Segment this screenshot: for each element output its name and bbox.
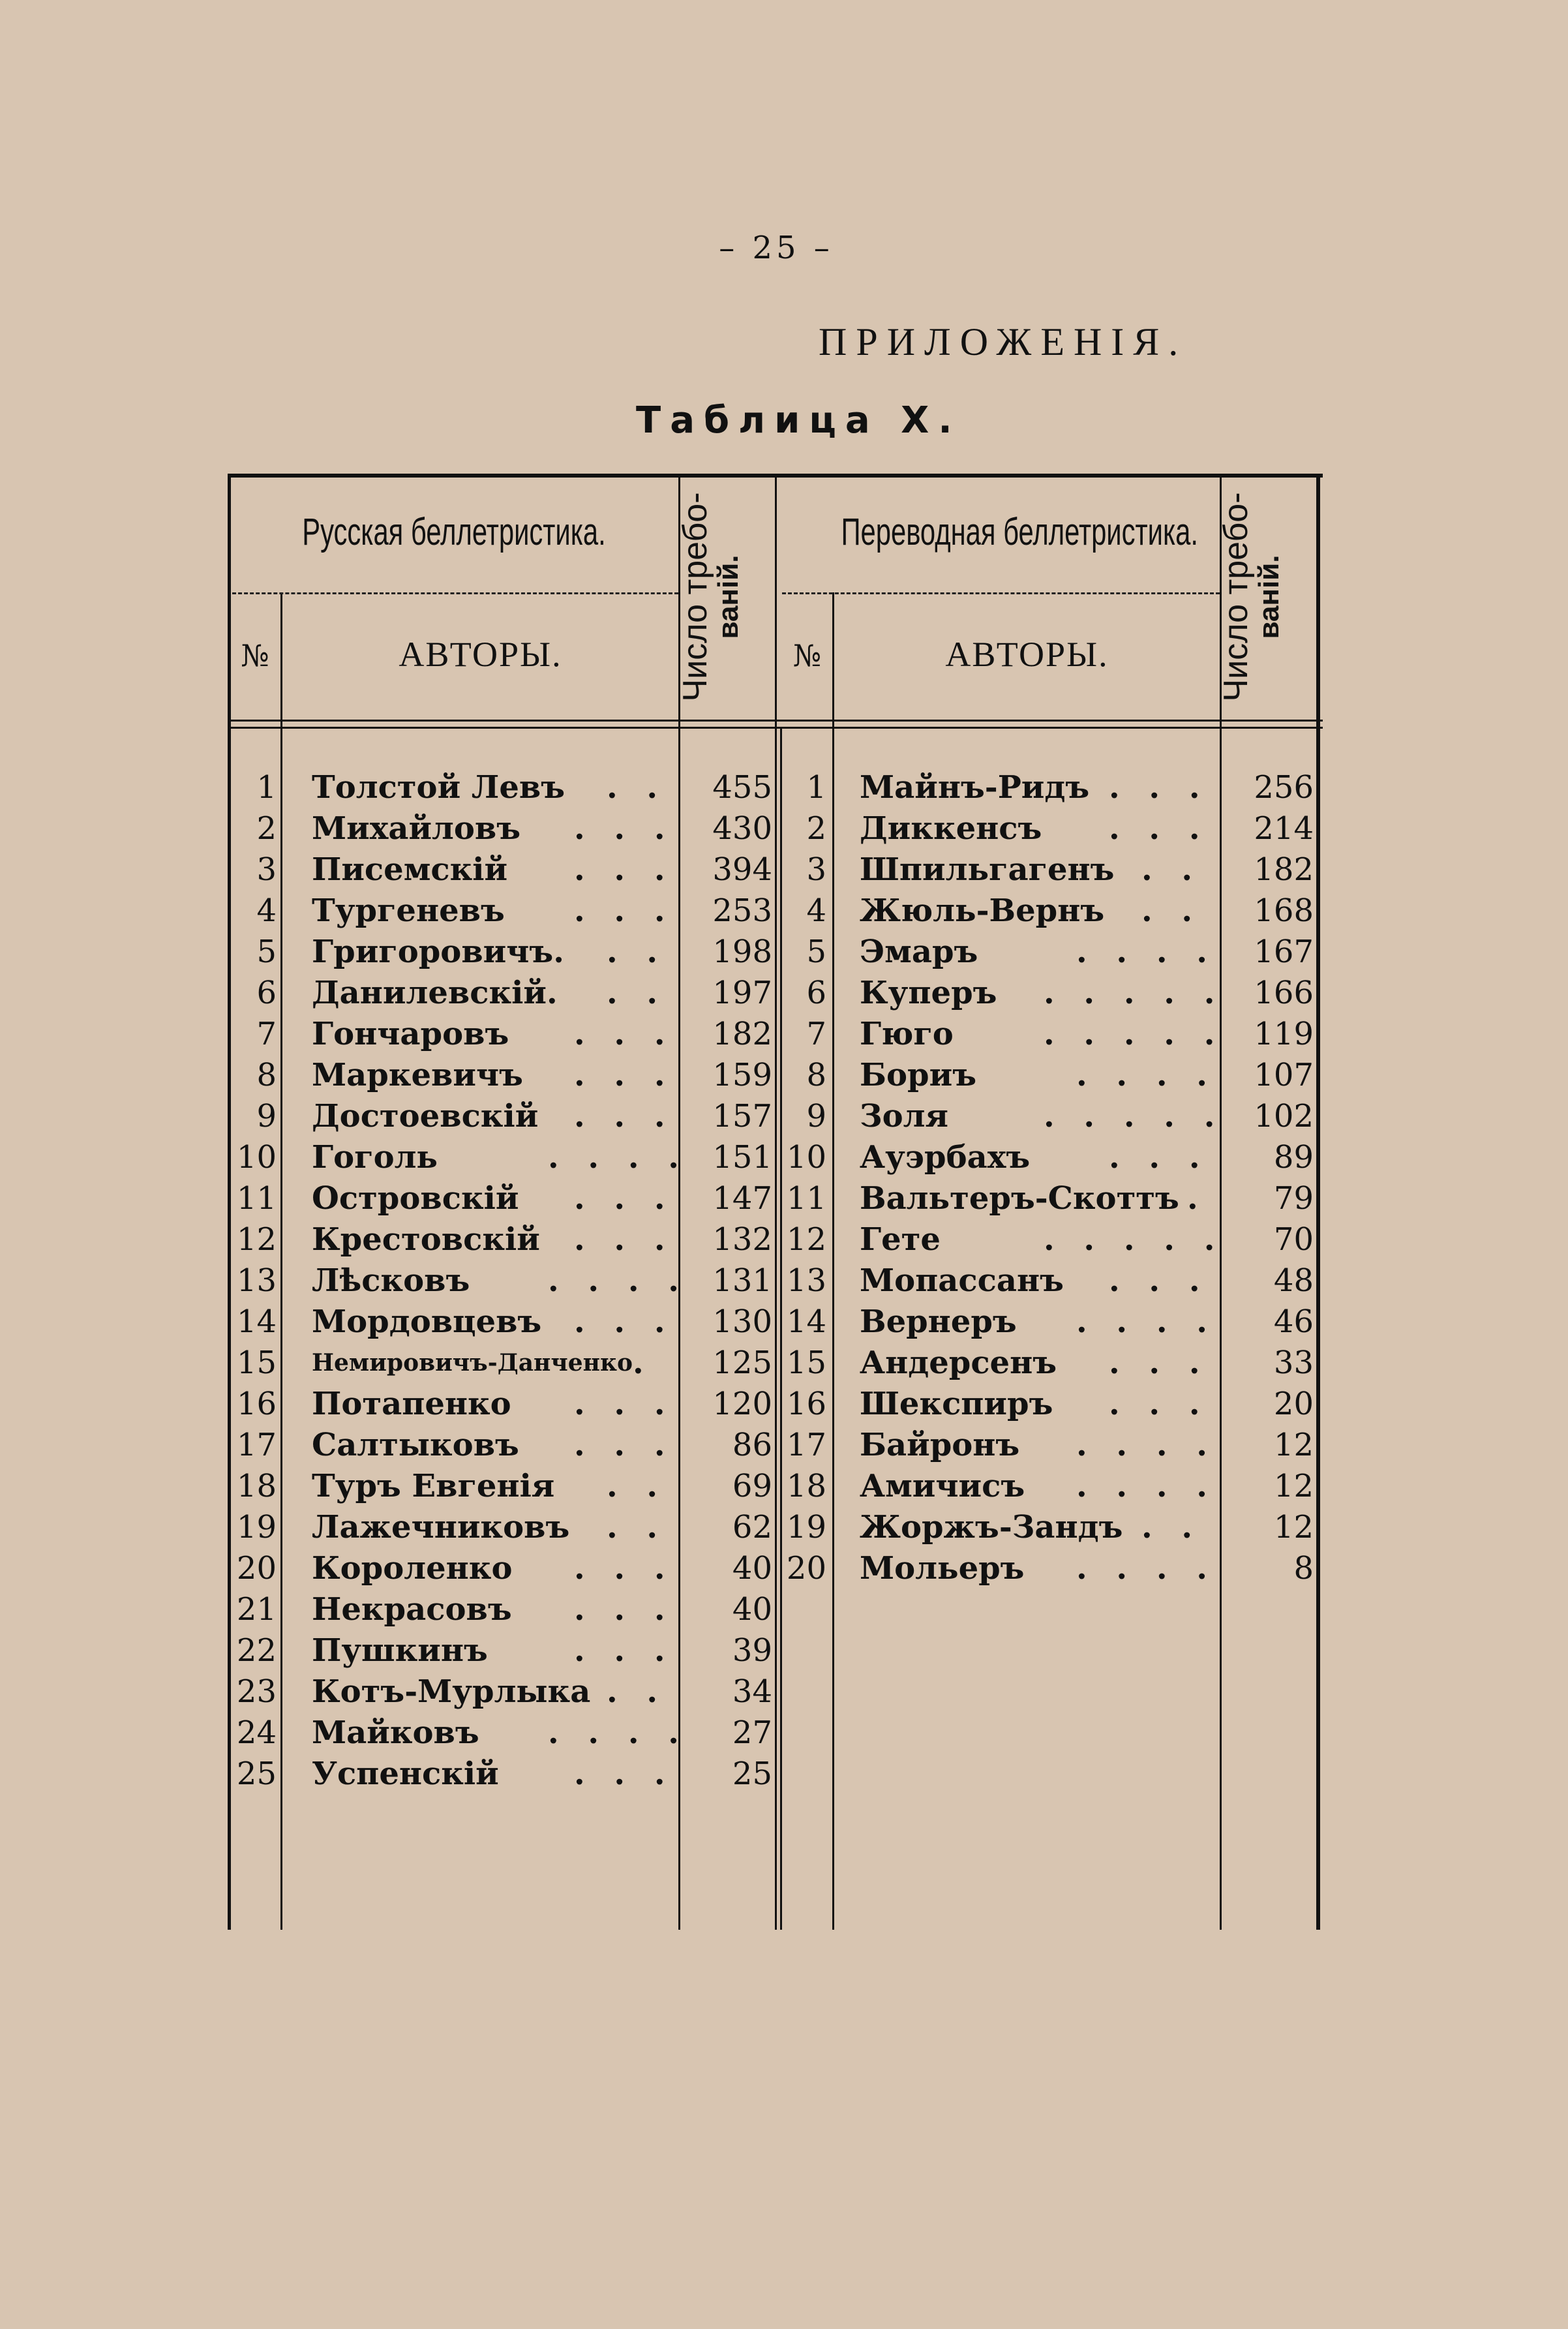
leader-dots: . . . . <box>1076 934 1216 970</box>
leader-dots: . . . <box>1109 1345 1209 1381</box>
request-count: 20 <box>1273 1386 1314 1422</box>
leader-dots: . . . . <box>548 1262 688 1299</box>
author-name: Писемскій <box>312 851 508 888</box>
leader-dots: . . <box>607 934 667 970</box>
row-number: 12 <box>236 1221 277 1258</box>
author-name: Котъ-Мурлыка <box>312 1673 591 1710</box>
table-row <box>0 1343 1568 1384</box>
author-name: Шпильгагенъ <box>860 851 1115 888</box>
author-name: Вальтеръ-Скоттъ <box>860 1180 1179 1217</box>
request-count: 79 <box>1273 1180 1314 1217</box>
leader-dots: . . . <box>574 1550 674 1587</box>
leader-dots: . . <box>607 769 667 806</box>
leader-dots: . . . <box>574 1180 674 1217</box>
request-count: 120 <box>712 1386 772 1422</box>
leader-dots: . . . <box>574 1386 674 1422</box>
author-name: Байронъ <box>860 1427 1020 1463</box>
leader-dots: . . . <box>574 892 674 929</box>
table-row <box>0 932 1568 973</box>
table-row <box>0 1548 1568 1589</box>
leader-dots: . . . . <box>548 1714 688 1751</box>
request-count: 430 <box>712 810 772 847</box>
leader-dots: . . . <box>1109 810 1209 847</box>
leader-dots: . . <box>607 1468 667 1504</box>
leader-dots: . . . <box>574 1221 674 1258</box>
request-count: 130 <box>712 1303 772 1340</box>
request-count: 39 <box>732 1632 772 1669</box>
author-name: Ауэрбахъ <box>860 1139 1031 1176</box>
author-name: Жоржъ-Зандъ <box>860 1509 1123 1545</box>
row-number: 2 <box>256 810 277 847</box>
author-name: Гюго <box>860 1016 954 1052</box>
row-number: 2 <box>806 810 826 847</box>
request-count: 62 <box>732 1509 772 1545</box>
row-number: 3 <box>256 851 277 888</box>
leader-dots: . . . . <box>1076 1468 1216 1504</box>
row-number: 7 <box>256 1016 277 1052</box>
leader-dots: . . . <box>574 1632 674 1669</box>
row-number: 11 <box>236 1180 277 1217</box>
author-name: Жюль-Вернъ <box>860 892 1105 929</box>
row-number: 4 <box>806 892 826 929</box>
leader-dots: . . . . . <box>1044 1016 1224 1052</box>
author-name: Гоголь <box>312 1139 438 1176</box>
author-name: Мордовцевъ <box>312 1303 542 1340</box>
leader-dots: . <box>1187 1180 1207 1217</box>
request-count: 40 <box>732 1591 772 1628</box>
request-count: 48 <box>1273 1262 1314 1299</box>
right-requests-header <box>1218 480 1316 714</box>
row-number: 16 <box>236 1386 277 1422</box>
row-number: 17 <box>786 1427 826 1463</box>
left-requests-header-line1: Число требо- <box>676 492 714 702</box>
request-count: 46 <box>1273 1303 1314 1340</box>
author-name: Эмаръ <box>860 934 978 970</box>
author-name: Золя <box>860 1098 948 1134</box>
row-number: 10 <box>786 1139 826 1176</box>
author-name: Островскій <box>312 1180 519 1217</box>
author-name: Мольеръ <box>860 1550 1025 1587</box>
author-name: Достоевскій <box>312 1098 539 1134</box>
author-name: Михайловъ <box>312 810 521 847</box>
table-row <box>0 1055 1568 1096</box>
author-name: Маркевичъ <box>312 1057 523 1093</box>
table-row <box>0 1754 1568 1795</box>
leader-dots: . . . <box>1109 1262 1209 1299</box>
author-name: Мопассанъ <box>860 1262 1064 1299</box>
request-count: 132 <box>712 1221 772 1258</box>
author-name: Майковъ <box>312 1714 479 1751</box>
author-name: Данилевскій. <box>312 975 558 1011</box>
request-count: 125 <box>712 1345 772 1381</box>
request-count: 40 <box>732 1550 772 1587</box>
author-name: Амичисъ <box>860 1468 1025 1504</box>
request-count: 12 <box>1273 1509 1314 1545</box>
left-requests-header <box>678 480 776 714</box>
author-name: Салтыковъ <box>312 1427 519 1463</box>
row-number: 20 <box>236 1550 277 1587</box>
author-name: Майнъ-Ридъ <box>860 769 1090 806</box>
request-count: 12 <box>1273 1427 1314 1463</box>
row-number: 14 <box>236 1303 277 1340</box>
author-name: Андерсенъ <box>860 1345 1057 1381</box>
request-count: 167 <box>1254 934 1314 970</box>
request-count: 131 <box>712 1262 772 1299</box>
table-row <box>0 1137 1568 1178</box>
request-count: 455 <box>712 769 772 806</box>
author-name: Потапенко <box>312 1386 511 1422</box>
author-name: Лажечниковъ <box>312 1509 570 1545</box>
author-name: Бориъ <box>860 1057 977 1093</box>
row-number: 8 <box>806 1057 826 1093</box>
row-number: 5 <box>806 934 826 970</box>
request-count: 69 <box>732 1468 772 1504</box>
right-group-title: Переводная беллетристика. <box>841 511 1198 553</box>
row-number: 3 <box>806 851 826 888</box>
author-name: Гете <box>860 1221 941 1258</box>
request-count: 107 <box>1254 1057 1314 1093</box>
header-dash-right <box>782 592 1220 594</box>
request-count: 25 <box>732 1756 772 1792</box>
left-authors-header: АВТОРЫ. <box>399 635 562 674</box>
leader-dots: . . . <box>574 1057 674 1093</box>
author-name: Крестовскій <box>312 1221 540 1258</box>
request-count: 197 <box>712 975 772 1011</box>
header-dash-left <box>232 592 678 594</box>
appendix-title: ПРИЛОЖЕНІЯ. <box>819 320 1188 363</box>
request-count: 157 <box>712 1098 772 1134</box>
leader-dots: . . . . . <box>1044 975 1224 1011</box>
table-row <box>0 890 1568 932</box>
request-count: 27 <box>732 1714 772 1751</box>
leader-dots: . . <box>607 1673 667 1710</box>
request-count: 182 <box>712 1016 772 1052</box>
request-count: 159 <box>712 1057 772 1093</box>
author-name: Успенскій <box>312 1756 499 1792</box>
leader-dots: . . . <box>574 851 674 888</box>
leader-dots: . . . <box>574 1016 674 1052</box>
row-number: 21 <box>236 1591 277 1628</box>
table-row <box>0 1671 1568 1712</box>
table-row <box>0 808 1568 849</box>
request-count: 8 <box>1293 1550 1314 1587</box>
row-number: 6 <box>256 975 277 1011</box>
leader-dots: . . <box>1141 851 1202 888</box>
leader-dots: . . . <box>574 1303 674 1340</box>
row-number: 6 <box>806 975 826 1011</box>
author-name: Шекспиръ <box>860 1386 1053 1422</box>
table-row <box>0 1096 1568 1137</box>
row-number: 15 <box>236 1345 277 1381</box>
table-row <box>0 973 1568 1014</box>
request-count: 102 <box>1254 1098 1314 1134</box>
leader-dots: . . . <box>574 1427 674 1463</box>
author-name: Пушкинъ <box>312 1632 488 1669</box>
request-count: 147 <box>712 1180 772 1217</box>
row-number: 10 <box>236 1139 277 1176</box>
right-requests-header-line2: ваній. <box>1252 555 1285 639</box>
request-count: 256 <box>1254 769 1314 806</box>
left-num-header: № <box>241 638 269 673</box>
row-number: 7 <box>806 1016 826 1052</box>
leader-dots: . . . <box>1109 1139 1209 1176</box>
table-row <box>0 1507 1568 1548</box>
table-row <box>0 1384 1568 1425</box>
row-number: 20 <box>786 1550 826 1587</box>
leader-dots: . . . <box>574 1591 674 1628</box>
row-number: 11 <box>786 1180 826 1217</box>
author-name: Короленко <box>312 1550 513 1587</box>
row-number: 16 <box>786 1386 826 1422</box>
row-number: 1 <box>806 769 826 806</box>
leader-dots: . . <box>1141 892 1202 929</box>
author-name: Тургеневъ <box>312 892 505 929</box>
table-row <box>0 1178 1568 1219</box>
leader-dots: . . . . <box>1076 1427 1216 1463</box>
table-row <box>0 849 1568 890</box>
table-row <box>0 1712 1568 1754</box>
leader-dots: . . . <box>574 810 674 847</box>
table-row <box>0 1466 1568 1507</box>
leader-dots: . . . <box>1109 1386 1209 1422</box>
request-count: 119 <box>1254 1016 1314 1052</box>
row-number: 5 <box>256 934 277 970</box>
row-number: 17 <box>236 1427 277 1463</box>
table-row <box>0 1260 1568 1302</box>
table-title: Таблица X. <box>636 399 961 442</box>
leader-dots: . . . <box>574 1098 674 1134</box>
author-name: Лѣсковъ <box>312 1262 470 1299</box>
row-number: 19 <box>236 1509 277 1545</box>
leader-dots: . . . . <box>1076 1550 1216 1587</box>
request-count: 151 <box>712 1139 772 1176</box>
leader-dots: . . . . . <box>1044 1098 1224 1134</box>
author-name: Григоровичъ. <box>312 934 564 970</box>
request-count: 394 <box>712 851 772 888</box>
author-name: Толстой Левъ <box>312 769 565 806</box>
leader-dots: . . . <box>1109 769 1209 806</box>
request-count: 34 <box>732 1673 772 1710</box>
row-number: 18 <box>236 1468 277 1504</box>
author-name: Гончаровъ <box>312 1016 509 1052</box>
author-name: Диккенсъ <box>860 810 1042 847</box>
leader-dots: . . <box>607 1509 667 1545</box>
right-authors-header: АВТОРЫ. <box>945 635 1109 674</box>
row-number: 13 <box>786 1262 826 1299</box>
table-row <box>0 767 1568 808</box>
leader-dots: . . . <box>574 1756 674 1792</box>
row-number: 1 <box>256 769 277 806</box>
request-count: 33 <box>1273 1345 1314 1381</box>
row-number: 18 <box>786 1468 826 1504</box>
author-name: Куперъ <box>860 975 997 1011</box>
request-count: 86 <box>732 1427 772 1463</box>
page-number: – 25 – <box>719 230 834 266</box>
request-count: 70 <box>1273 1221 1314 1258</box>
row-number: 8 <box>256 1057 277 1093</box>
leader-dots: . . . . <box>548 1139 688 1176</box>
leader-dots: . . <box>1141 1509 1202 1545</box>
request-count: 89 <box>1273 1139 1314 1176</box>
leader-dots: . . . . <box>1076 1303 1216 1340</box>
row-number: 9 <box>256 1098 277 1134</box>
table-row <box>0 1219 1568 1260</box>
left-requests-header-line2: ваній. <box>712 555 744 639</box>
row-number: 12 <box>786 1221 826 1258</box>
table-row <box>0 1630 1568 1671</box>
leader-dots: . . <box>607 975 667 1011</box>
leader-dots: . . . . <box>1076 1057 1216 1093</box>
row-number: 15 <box>786 1345 826 1381</box>
right-requests-header-line1: Число требо- <box>1217 492 1255 702</box>
row-number: 4 <box>256 892 277 929</box>
row-number: 25 <box>236 1756 277 1792</box>
request-count: 253 <box>712 892 772 929</box>
table-row <box>0 1302 1568 1343</box>
right-num-header: № <box>792 638 822 673</box>
request-count: 168 <box>1254 892 1314 929</box>
request-count: 198 <box>712 934 772 970</box>
table-row <box>0 1425 1568 1466</box>
row-number: 24 <box>236 1714 277 1751</box>
left-group-title: Русская беллетристика. <box>302 511 606 553</box>
table-row <box>0 1589 1568 1630</box>
author-name: Немировичъ-Данченко <box>312 1349 633 1377</box>
author-name: Туръ Евгенія <box>312 1468 555 1504</box>
leader-dots: . . . . . <box>1044 1221 1224 1258</box>
row-number: 14 <box>786 1303 826 1340</box>
row-number: 19 <box>786 1509 826 1545</box>
author-name: Некрасовъ <box>312 1591 512 1628</box>
request-count: 214 <box>1254 810 1314 847</box>
row-number: 22 <box>236 1632 277 1669</box>
request-count: 166 <box>1254 975 1314 1011</box>
row-number: 9 <box>806 1098 826 1134</box>
request-count: 182 <box>1254 851 1314 888</box>
table-row <box>0 1014 1568 1055</box>
request-count: 12 <box>1273 1468 1314 1504</box>
author-name: Вернеръ <box>860 1303 1017 1340</box>
row-number: 13 <box>236 1262 277 1299</box>
row-number: 23 <box>236 1673 277 1710</box>
leader-dots: . <box>633 1345 653 1381</box>
